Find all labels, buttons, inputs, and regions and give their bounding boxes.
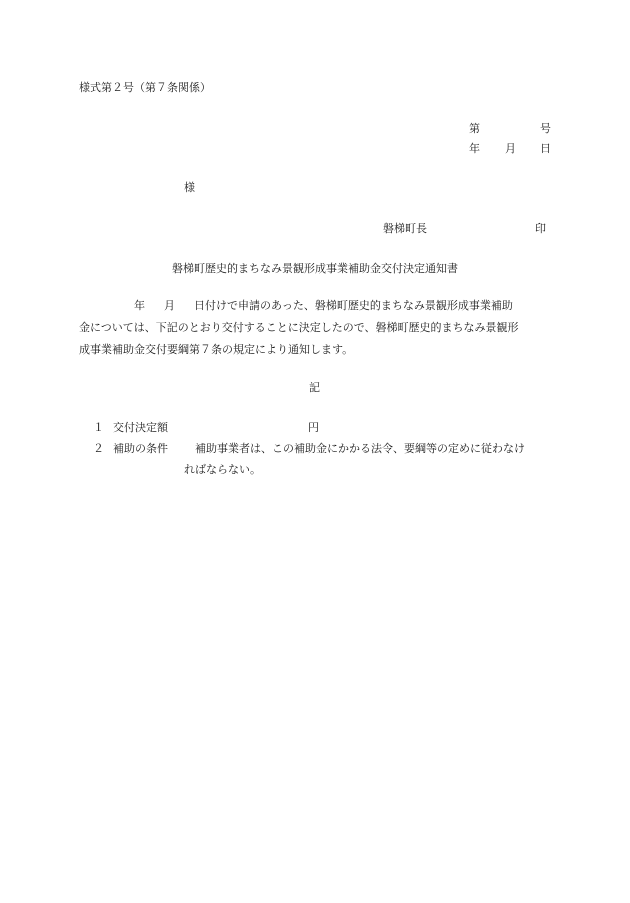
- recipient-suffix: 様: [184, 181, 195, 194]
- item-1-number: １: [93, 421, 104, 434]
- document-title: 磐梯町歴史的まちなみ景観形成事業補助金交付決定通知書: [172, 262, 458, 275]
- body-line3: 成事業補助金交付要綱第７条の規定により通知します。: [79, 343, 354, 356]
- form-number: 様式第２号（第７条関係）: [79, 81, 211, 94]
- doc-date-month: 月: [505, 142, 516, 155]
- body-line2: 金については、下記のとおり交付することに決定したので、磐梯町歴史的まちなみ景観形: [79, 321, 519, 334]
- issuer-name: 磐梯町長: [383, 222, 427, 235]
- body-line1: 日付けで申請のあった、磐梯町歴史的まちなみ景観形成事業補助: [194, 299, 513, 312]
- item-1-value: 円: [308, 421, 319, 434]
- doc-number-suffix: 号: [540, 122, 551, 135]
- body-date-year: 年: [134, 299, 145, 312]
- body-paragraph: [79, 295, 549, 361]
- ki-heading: 記: [309, 381, 320, 394]
- doc-date-day: 日: [540, 142, 551, 155]
- doc-number-prefix: 第: [469, 122, 480, 135]
- doc-date-year: 年: [469, 142, 480, 155]
- issuer-seal: 印: [535, 222, 546, 235]
- item-1-label: 交付決定額: [113, 421, 168, 434]
- item-2-label: 補助の条件: [113, 442, 168, 455]
- item-2-condition-line2: ればならない。: [184, 463, 261, 476]
- item-2-number: ２: [93, 442, 104, 455]
- body-date-month: 月: [164, 299, 175, 312]
- item-2-condition-line1: 補助事業者は、この補助金にかかる法令、要綱等の定めに従わなけ: [195, 442, 525, 455]
